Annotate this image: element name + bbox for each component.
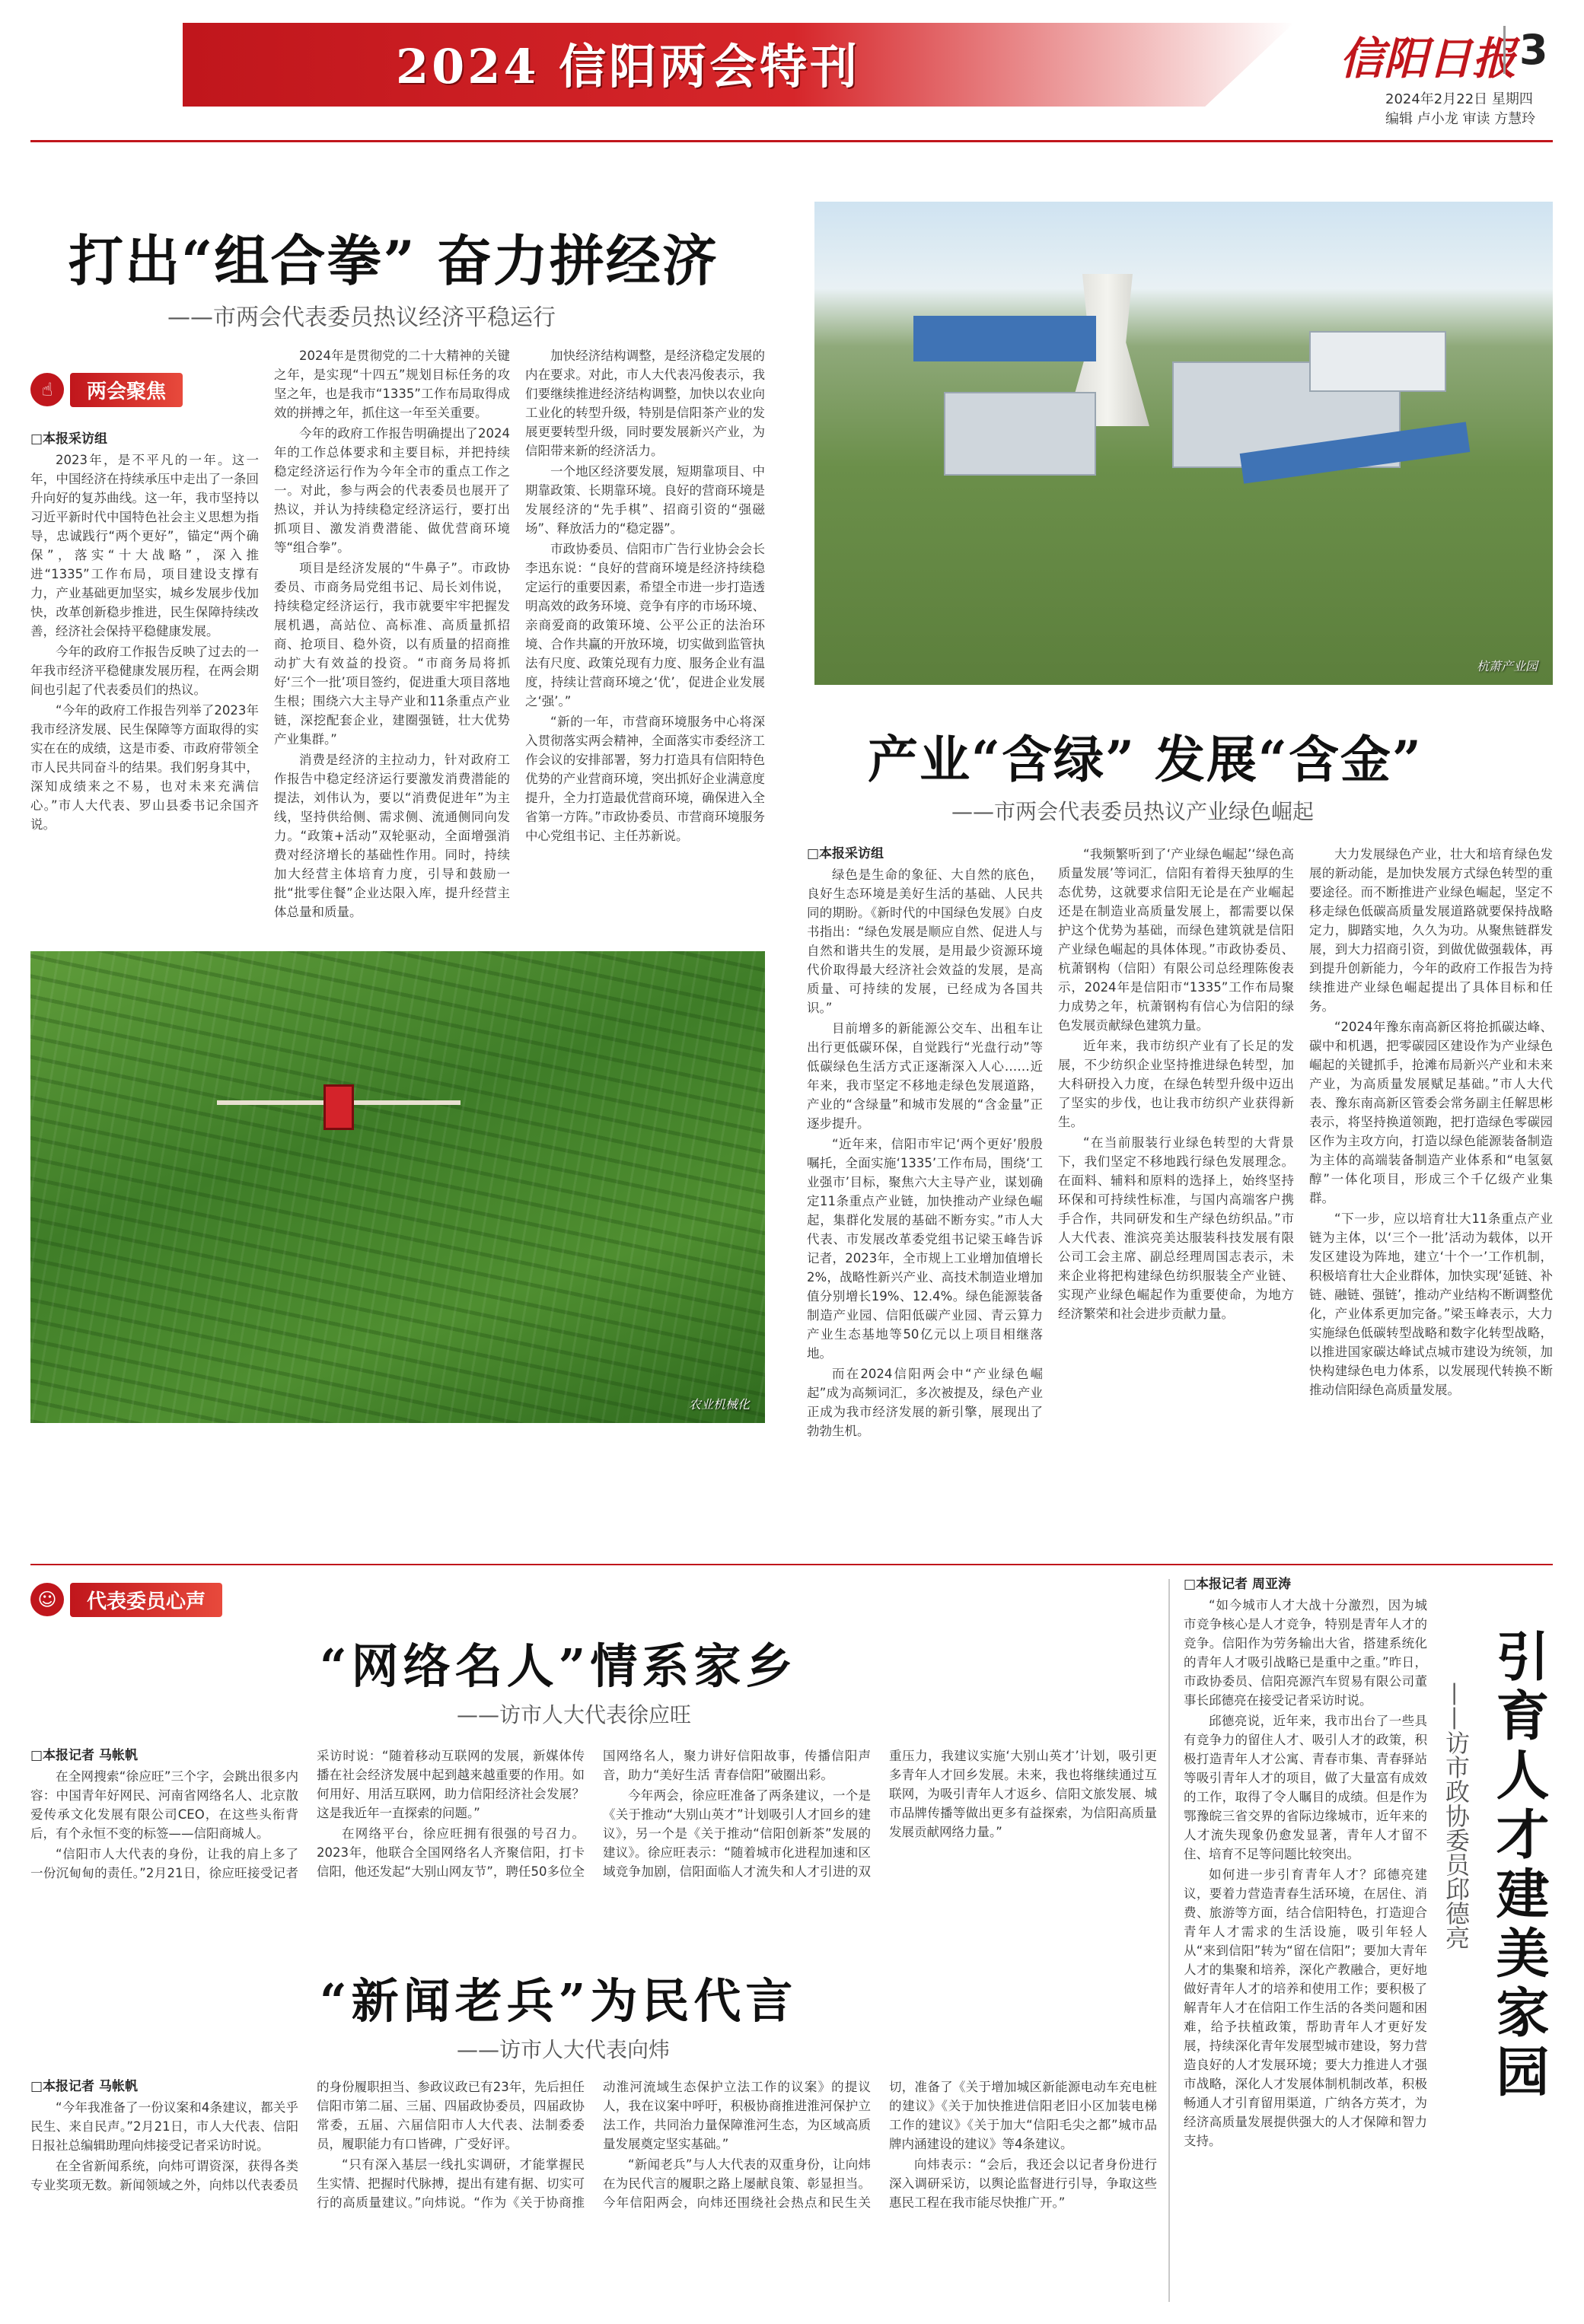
article5-subhead: ——访市政协委员邱德亮 <box>1442 1682 1471 1950</box>
article2-column-2 <box>1058 845 1294 1545</box>
people-icon: ☺ <box>30 1583 64 1616</box>
article4-body <box>30 2077 1157 2306</box>
article2-paragraph: “我频繁听到了‘产业绿色崛起’‘绿色高质量发展’等词汇，信阳有着得天独厚的生态优势，这就要求信阳无论是在产业崛起还是在制造业高质量发展上，都需要以保护这个优势为基础，而绿色建筑就是信阳产业绿色崛起的具体体现。”市政协委员、杭萧钢构（信阳）有限公司总经理陈俊表示，2024年是信阳市“1335”工作布局聚力成势之年，杭萧钢构有信心为信阳的绿色发展贡献绿色建筑力量。 <box>1058 847 1294 1033</box>
article3-byline: □本报记者 马帐帆 <box>30 1748 138 1763</box>
blue-roof-building <box>913 316 1096 361</box>
editor-credits: 编辑 卢小龙 审读 方慧玲 <box>1385 111 1536 127</box>
article2-paragraph: “2024年豫东南高新区将抢抓碳达峰、碳中和机遇，把零碳园区建设作为产业绿色崛起的关键抓手，抢滩布局新兴产业和未来产业，为高质量发展赋足基础。”市人大代表、豫东南高新区管委会常务副主任解思彬表示，将坚持换道领跑，把打造绿色零碳园区作为主攻方向，打造以绿色能源装备制造为主体的高端装备制造产业体系和“电氢氨醇”一体化项目，形成三个千亿级产业集群。 <box>1309 1020 1553 1205</box>
plant-photo-caption: 杭萧产业园 <box>1476 659 1538 673</box>
newspaper-name: 信阳日报 <box>1340 33 1517 84</box>
article2-column-1 <box>807 845 1043 1545</box>
article4-paragraph: “今年我准备了一份议案和4条建议，都关乎民生、来自民声。”2月21日，市人大代表、信阳日报社总编辑助理向炜接受记者采访时说。 <box>30 2100 298 2153</box>
article4-byline: □本报记者 马帐帆 <box>30 2079 138 2094</box>
header-rule <box>30 140 1553 142</box>
article2-column-3 <box>1309 845 1553 1545</box>
article2-paragraph: 大力发展绿色产业，壮大和培育绿色发展的新动能，是加快发展方式绿色转型的重要途径。而不断推进产业绿色崛起，坚定不移走绿色低碳高质量发展道路就要保持战略定力，脚踏实地，久久为功。从聚焦链群发展，到大力招商引资，到做优做强载体，再到提升创新能力，今年的政府工作报告为持续推进产业绿色崛起提出了具体目标和任务。 <box>1309 847 1553 1014</box>
article1-paragraph: 一个地区经济要发展，短期靠项目、中期靠政策、长期靠环境。良好的营商环境是发展经济的“先手棋”、招商引资的“强磁场”、释放活力的“稳定器”。 <box>525 464 765 536</box>
article3-headline: “网络名人”情系家乡 <box>320 1638 798 1694</box>
article1-paragraph: 今年的政府工作报告反映了过去的一年我市经济平稳健康发展历程，在两会期间也引起了代表委员们的热议。 <box>30 645 259 697</box>
article4-paragraph: “只有深入基层一线扎实调研，才能掌握民生实情、把握时代脉搏，提出有建有据、切实可行的高质量建议。”向炜说。“作为《关于协商推动淮河流域生态保护立法工作的议案》的提议人，我在议案中呼吁，积极协商推进淮河保护立法工作，共同治力量保障淮河生态，为区域高质量发展奠定坚实基础。” <box>317 2080 871 2210</box>
section-divider <box>30 1564 1553 1565</box>
plant-building <box>944 392 1096 476</box>
article3-paragraph: “信阳市人大代表的身份，让我的肩上多了一份沉甸甸的责任。”2月21日，徐应旺接受记者采访时说：“随着移动互联网的发展，新媒体传播在社会经济发展中起到越来越重要的作用。如何用好、用活互联网，助力信阳经济社会发展？这是我近年一直探索的问题。” <box>30 1749 585 1880</box>
article2-headline: 产业“含绿” 发展“含金” <box>868 730 1423 789</box>
article5-byline: □本报记者 周亚涛 <box>1184 1577 1291 1592</box>
article1-paragraph: 市政协委员、信阳市广告行业协会会长李迅东说：“良好的营商环境是经济持续稳定运行的重要因素，希望全市进一步打造透明高效的政务环境、竞争有序的市场环境、亲商爱商的政策环境、公平公正的法治环境、合作共赢的开放环境，切实做到监管执法有尺度、政策兑现有力度、服务企业有温度，持续让营商环境之‘优’，促进企业发展之‘强’。” <box>525 542 765 708</box>
article4-subhead: ——访市人大代表向炜 <box>457 2037 671 2062</box>
page-number: 3 <box>1503 26 1548 74</box>
article4-headline: “新闻老兵”为民代言 <box>320 1973 798 2029</box>
article5-body <box>1184 1575 1427 2306</box>
tractor-icon <box>323 1084 354 1130</box>
article1-paragraph: 消费是经济的主拉动力，针对政府工作报告中稳定经济运行要激发消费潜能的提法，刘伟认为，要以“消费促进年”为主线，坚持供给侧、需求侧、流通侧同向发力。“政策+活动”双轮驱动，全面增强消费对经济增长的基础性作用。同时，持续加大经营主体培育力度，引导和鼓励一批“批零住餐”企业达限入库，提升经营主体总量和质量。 <box>274 753 510 919</box>
article2-paragraph: 目前增多的新能源公交车、出租车让出行更低碳环保，自觉践行“光盘行动”等低碳绿色生活方式正逐渐深入人心……近年来，我市坚定不移地走绿色发展道路，产业的“含绿量”和城市发展的“含金量”正逐步提升。 <box>807 1021 1043 1131</box>
article1-paragraph: 2024年是贯彻党的二十大精神的关键之年，是实现“十四五”规划目标任务的攻坚之年，也是我市“1335”工作布局取得成效的拼搏之年，抓住这一年至关重要。 <box>274 349 510 420</box>
issue-date: 2024年2月22日 星期四 <box>1385 91 1533 107</box>
article2-subhead: ——市两会代表委员热议产业绿色崛起 <box>951 799 1315 824</box>
article2-paragraph: 绿色是生命的象征、大自然的底色，良好生态环境是美好生活的基础、人民共同的期盼。《新时代的中国绿色发展》白皮书指出：“绿色发展是顺应自然、促进人与自然和谐共生的发展，是用最少资源环境代价取得最大经济社会效益的发展，是高质量、可持续的发展，已经成为各国共识。” <box>807 868 1043 1015</box>
article1-byline: □本报采访组 <box>30 431 108 447</box>
article5-paragraph: 如何进一步引育青年人才？邱德亮建议，要着力营造青春生活环境，在居住、消费、旅游等方面，结合信阳特色，打造迎合青年人才需求的生活设施，吸引年轻人从“来到信阳”转为“留在信阳”；要加大青年人才的集聚和培养，深化产教融合，更好地做好青年人才的培养和使用工作；要积极了解青年人才在信阳工作生活的各类问题和困难，给予扶植政策，帮助青年人才更好发展，持续深化青年发展型城市建设，努力营造良好的人才发展环境；要大力推进人才强市战略，深化人才发展体制机制改革，积极畅通人才引育留用渠道，广纳各方英才，为经济高质量发展提供强大的人才保障和智力支持。 <box>1184 1867 1427 2148</box>
farm-field-photo <box>30 951 765 1423</box>
article1-subhead: ——市两会代表委员热议经济平稳运行 <box>167 304 556 331</box>
article5-paragraph: “如今城市人才大战十分激烈，因为城市竞争核心是人才竞争，特别是青年人才的竞争。信阳作为劳务输出大省，搭建系统化的青年人才吸引战略已是重中之重。”昨日，市政协委员、信阳亮源汽车贸易有限公司董事长邱德亮在接受记者采访时说。 <box>1184 1598 1427 1708</box>
article1-paragraph: 项目是经济发展的“牛鼻子”。市政协委员、市商务局党组书记、局长刘伟说，持续稳定经济运行，我市就要牢牢把握发展机遇，高站位、高标准、高质量抓招商、抢项目、稳外资，以有质量的招商推动扩大有效益的投资。“市商务局将抓好‘三个一批’项目签约，促进重大项目落地生根；围绕六大主导产业和11条重点产业链，深挖配套企业，建圈强链，壮大优势产业集群。” <box>274 561 510 747</box>
section-tag-voices <box>30 1583 222 1616</box>
article4-paragraph: 在全省新闻系统，向炜可谓资深，获得各类专业奖项无数。新闻领域之外，向炜以代表委员的身份履职担当、参政议政已有23年，先后担任信阳市第二届、三届、四届政协委员，四届政协常委，五届、六届信阳市人大代表、法制委委员，履职能力有口皆碑，广受好评。 <box>30 2080 585 2192</box>
article4-paragraph: “新闻老兵”与人大代表的双重身份，让向炜在为民代言的履职之路上屡献良策、彰显担当。今年信阳两会，向炜还围绕社会热点和民生关切，准备了《关于增加城区新能源电动车充电桩的建议》《关于加快推进信阳老旧小区加装电梯工作的建议》《关于加大“信阳毛尖之都”城市品牌内涵建设的建议》等4条建议。 <box>603 2080 1157 2210</box>
article3-body <box>30 1746 1157 1952</box>
article2-paragraph: “近年来，信阳市牢记‘两个更好’殷殷嘱托，全面实施‘1335’工作布局，围绕‘工业强市’目标，聚焦六大主导产业，谋划确定11条重点产业链，加快推动产业绿色崛起，集群化发展的基础不断夯实。”市人大代表、市发展改革委党组书记梁玉峰告诉记者，2023年，全市规上工业增加值增长2%，战略性新兴产业、高技术制造业增加值分别增长19%、12.4%。绿色能源装备制造产业园、信阳低碳产业园、青云算力产业生态基地等50亿元以上项目相继落地。 <box>807 1137 1043 1361</box>
article5-headline: 引育人才建美家园 <box>1487 1628 1551 2103</box>
column-divider <box>1168 1579 1170 2302</box>
article1-paragraph: 今年的政府工作报告明确提出了2024年的工作总体要求和主要目标，并把持续稳定经济运行作为今年全市的重点工作之一。对此，参与两会的代表委员也展开了热议，并认为持续稳定经济运行，要打出抓项目、激发消费潜能、做优营商环境等“组合拳”。 <box>274 426 510 555</box>
article1-column-3 <box>525 346 765 940</box>
article2-paragraph: “在当前服装行业绿色转型的大背景下，我们坚定不移地践行绿色发展理念。在面料、辅料和原料的选择上，始终坚持环保和可持续性标准，与国内高端客户携手合作，共同研发和生产绿色纺织品。”市人大代表、淮滨亮美达服装科技发展有限公司工会主席、副总经理周国志表示，未来企业将把构建绿色纺织服装全产业链、实现产业绿色崛起作为重要使命，为地方经济繁荣和社会进步贡献力量。 <box>1058 1135 1294 1321</box>
publication-info <box>1385 90 1535 129</box>
article1-paragraph: “今年的政府工作报告列举了2023年我市经济发展、民生保障等方面取得的实实在在的成绩，这是市委、市政府带领全市人民共同奋斗的结果。我们躬身其中，深知成绩来之不易，也对未来充满信心。”市人大代表、罗山县委书记余国齐说。 <box>30 703 259 832</box>
article1-headline: 打出“组合拳” 奋力拼经济 <box>69 228 719 293</box>
section-tag-label: 代表委员心声 <box>70 1583 222 1617</box>
article5-paragraph: 邱德亮说，近年来，我市出台了一些具有竞争力的留住人才、吸引人才的政策，积极打造青年人才公寓、青春市集、青春驿站等吸引青年人才的项目，做了大量富有成效的工作，取得了令人瞩目的成绩。但是作为鄂豫皖三省交界的省际边缘城市，近年来的人才流失现象仍愈发显著，青年人才留不住、培育不足等问题比较突出。 <box>1184 1714 1427 1861</box>
article1-paragraph: 加快经济结构调整，是经济稳定发展的内在要求。对此，市人大代表冯俊表示，我们要继续推进经济结构调整，加快以农业向工业化的转型升级，特别是信阳茶产业的发展更要转型升级，同时要发展新兴产业，为信阳带来新的经济活力。 <box>525 349 765 458</box>
article2-paragraph: 而在2024信阳两会中“产业绿色崛起”成为高频词汇，多次被提及，绿色产业正成为我市经济发展的新引擎，展现出了勃勃生机。 <box>807 1367 1043 1438</box>
section-tag-label: 两会聚焦 <box>70 373 183 407</box>
article1-column-1 <box>30 430 259 940</box>
masthead <box>0 0 1584 141</box>
article3-subhead: ——访市人大代表徐应旺 <box>457 1702 692 1727</box>
article3-paragraph: 在全网搜索“徐应旺”三个字，会跳出很多内容：中国青年好网民、河南省网络名人、北京散爱传承文化发展有限公司CEO，在这些头衔背后，有个永恒不变的标签——信阳商城人。 <box>30 1769 298 1841</box>
farm-photo-caption: 农业机械化 <box>688 1397 750 1412</box>
article4-paragraph: 向炜表示：“会后，我还会以记者身份进行深入调研采访，以舆论监督进行引导，争取这些惠民工程在我市能尽快推广开。” <box>889 2157 1157 2210</box>
article2-byline: □本报采访组 <box>807 846 884 861</box>
article3-paragraph: 在网络平台，徐应旺拥有很强的号召力。2023年，他联合全国网络名人齐聚信阳，打卡信阳，他还发起“大别山网友节”，聘任50多位全国网络名人，聚力讲好信阳故事，传播信阳声音，助力“美好生活 青春信阳”破圈出彩。 <box>317 1749 871 1879</box>
industrial-park-photo <box>814 202 1553 685</box>
article3-paragraph: 今年两会，徐应旺准备了两条建议，一个是《关于推动“大别山英才”计划吸引人才回乡的建议》，另一个是《关于推动“信阳创新茶”发展的建议》。徐应旺表示：“随着城市化进程加速和区域竞争加剧，信阳面临人才流失和人才引进的双重压力，我建议实施‘大别山英才’计划，吸引更多青年人才回乡发展。未来，我也将继续通过互联网，为吸引青年人才返乡、信阳文旅发展、城市品牌传播等做出更多有益探索，为信阳高质量发展贡献网络力量。” <box>603 1749 1157 1879</box>
hand-pointer-icon: ☝ <box>30 373 64 406</box>
article1-column-2 <box>274 346 510 940</box>
banner-title: 2024 信阳两会特刊 <box>396 39 861 94</box>
article2-paragraph: “下一步，应以培育壮大11条重点产业链为主体，以‘三个一批’活动为载体，以开发区建设为阵地，建立‘十个一’工作机制，积极培育壮大企业群体，加快实现‘延链、补链、融链、强链’，推动产业结构不断调整优化，产业体系更加完备。”梁玉峰表示，大力实施绿色低碳转型战略和数字化转型战略，以推进国家碳达峰试点城市建设为统领，加快构建绿色电力体系，以发展现代转换不断推动信阳绿色高质量发展。 <box>1309 1211 1553 1397</box>
article1-paragraph: “新的一年，市营商环境服务中心将深入贯彻落实两会精神，全面落实市委经济工作会议的安排部署，努力打造具有信阳特色优势的产业营商环境，突出抓好企业满意度提升，全力打造最优营商环境，确保进入全省第一方阵。”市政协委员、市营商环境服务中心党组书记、主任苏新说。 <box>525 715 765 843</box>
article1-paragraph: 2023年，是不平凡的一年。这一年，中国经济在持续承压中走出了一条回升向好的复苏曲线。这一年，我市坚持以习近平新时代中国特色社会主义思想为指导，忠诚践行“两个更好”，锚定“两个确保”，落实“十大战略”，深入推进“1335”工作布局，项目建设支撑有力，产业基础更加坚实，城乡发展步伐加快，改革创新稳步推进，民生保障持续改善，经济社会保持平稳健康发展。 <box>30 453 259 638</box>
plant-building <box>1309 331 1446 392</box>
section-tag-focus <box>30 373 183 406</box>
article2-paragraph: 近年来，我市纺织产业有了长足的发展，不少纺织企业坚持推进绿色转型，加大科研投入力度，在绿色转型升级中迈出了坚实的步伐，也让我市纺织产业获得新生。 <box>1058 1039 1294 1129</box>
